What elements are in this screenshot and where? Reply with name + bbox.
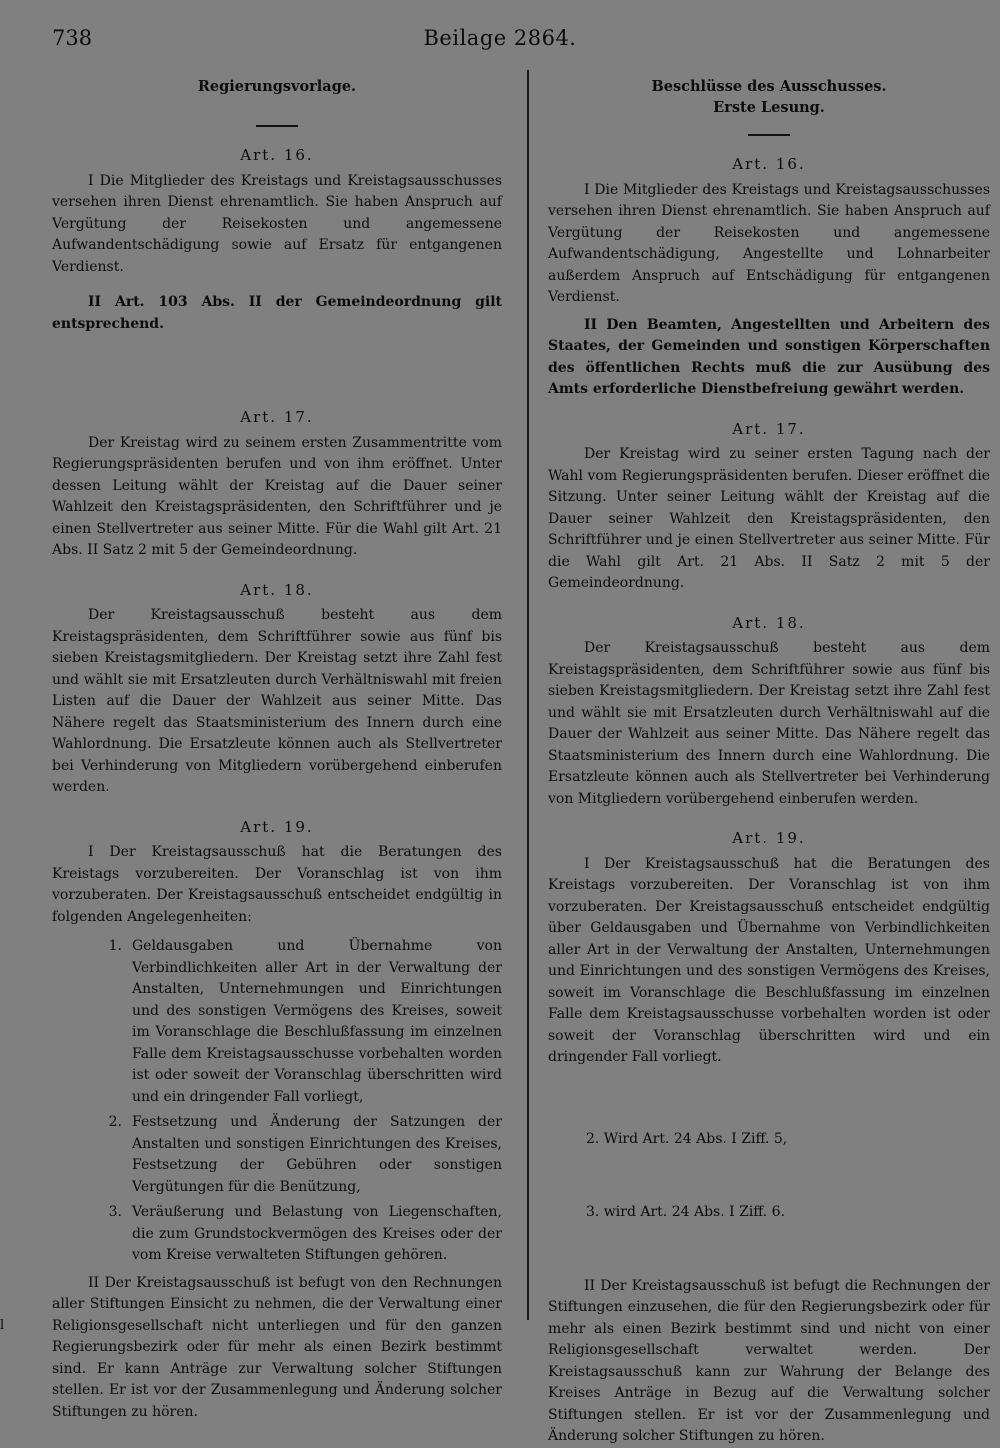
- heading-rule: [748, 134, 790, 136]
- right-column-heading: Beschlüsse des Ausschusses.: [651, 78, 887, 95]
- article-paragraph: Der Kreistagsausschuß besteht aus dem Kreistagspräsidenten, dem Schriftführer sowie aus fünf bis sieben Kreistagsmitgliedern. Der Kreistag setzt ihre Zahl fest und wählt sie mit Ersatzleuten durch Verhältniswahl mit freien Listen auf die Dauer der Wahlzeit aus seiner Mitte. Das Nähere regelt das Staatsministerium des Innern durch eine Wahlordnung. Die Ersatzleute können auch als Stellvertreter bei Verhinderung von Mitgliedern vorübergehend einberufen werden.: [52, 607, 502, 795]
- amendment-line: 3. wird Art. 24 Abs. I Ziff. 6.: [586, 1204, 786, 1220]
- article-title: Art. 19.: [240, 817, 314, 836]
- list-item: [52, 1202, 502, 1267]
- running-head: Beilage 2864.: [423, 26, 577, 50]
- article-paragraph: II Der Kreistagsausschuß ist befugt von den Rechnungen aller Stiftungen Einsicht zu nehmen, die der Verwaltung einer Religionsgesellschaft nicht unterliegen und für den ganzen Regierungsbezirk oder für mehr als einen Bezirk bestimmt sind. Er kann Anträge zur Verwaltung solcher Stiftungen stellen. Er ist vor der Zusammenlegung und Änderung solcher Stiftungen zu hören.: [52, 1274, 502, 1420]
- article-paragraph: I Der Kreistagsausschuß hat die Beratungen des Kreistags vorzubereiten. Der Voranschlag ist von ihm vorzuberaten. Der Kreistagsausschuß entscheidet endgültig in folgenden Angelegenheiten:: [52, 844, 502, 925]
- article-title: Art. 17.: [240, 408, 314, 426]
- article-title: Art. 16.: [240, 146, 314, 164]
- list-item: [52, 1112, 502, 1198]
- list-item-text: Veräußerung und Belastung von Liegenschaften, die zum Grundstockvermögen des Kreises oder der vom Kreise verwalteten Stiftungen gehören.: [132, 1204, 502, 1263]
- article-title: Art. 17.: [732, 419, 806, 438]
- article-paragraph: I Der Kreistagsausschuß hat die Beratungen des Kreistags vorzubereiten. Der Voranschlag ist von ihm vorzuberaten. Der Kreistagsausschuß entscheidet endgültig über Geldausgaben und Übernahme von Verbindlichkeiten aller Art in der Verwaltung der Anstalten, Unternehmungen und Einrichtungen und des sonstigen Vermögens des Kreises, soweit im Voranschlage die Beschlußfassung im einzelnen Falle dem Kreistagsausschusse vorbehalten worden ist oder soweit der Voranschlag überschritten wird und ein dringender Fall vorliegt.: [548, 855, 990, 1065]
- amendment-line: 2. Wird Art. 24 Abs. I Ziff. 5,: [586, 1130, 788, 1147]
- article-paragraph: II Den Beamten, Angestellten und Arbeitern des Staates, der Gemeinden und sonstigen Körperschaften des öffentlichen Rechts muß die zur Ausübung des Amts erforderliche Dienstbefreiung gewährt werden.: [548, 316, 990, 397]
- heading-rule: [256, 125, 298, 127]
- right-column: [548, 70, 990, 1448]
- article-paragraph: Der Kreistagsausschuß besteht aus dem Kreistagspräsidenten, dem Schriftführer sowie aus fünf bis sieben Kreistagsmitgliedern. Der Kreistag setzt ihre Zahl fest und wählt sie mit Ersatzleuten durch Verhältniswahl auf die Dauer der Wahlzeit aus seiner Mitte. Das Nähere regelt das Staatsministerium des Innern durch eine Wahlordnung. Die Ersatzleute können auch als Stellvertreter bei Verhinderung von Mitgliedern vorübergehend einberufen werden.: [548, 640, 990, 807]
- article-paragraph: Der Kreistag wird zu seiner ersten Tagung nach der Wahl vom Regierungspräsidenten berufen. Dieser eröffnet die Sitzung. Unter seiner Leitung wählt der Kreistag auf die Dauer seiner Wahlzeit den Kreistagspräsidenten, den Schriftführer und je einen Stellvertreter aus seiner Mitte. Für die Wahl gilt Art. 21 Abs. II Satz 2 mit 5 der Gemeindeordnung.: [548, 446, 990, 591]
- left-column: [52, 70, 502, 1423]
- list-item-text: Geldausgaben und Übernahme von Verbindlichkeiten aller Art in der Verwaltung der Anstalten, Unternehmungen und Einrichtungen und des sonstigen Vermögens des Kreises, soweit im Voranschlage die Beschlußfassung im einzelnen Falle dem Kreistagsausschusse vorbehalten worden ist oder soweit der Voranschlag überschritten wird und ein dringender Fall vorliegt,: [132, 938, 502, 1105]
- page-edge-mark: l: [0, 1318, 5, 1333]
- left-column-heading: Regierungsvorlage.: [197, 78, 357, 95]
- article-title: Art. 19.: [732, 829, 806, 847]
- list-item: [52, 936, 502, 1108]
- article-paragraph: II Art. 103 Abs. II der Gemeindeordnung gilt entsprechend.: [52, 294, 502, 332]
- list-item-number: 1.: [108, 938, 122, 954]
- article-title: Art. 18.: [240, 580, 314, 599]
- right-column-subheading: Erste Lesung.: [713, 99, 825, 116]
- article-title: Art. 16.: [732, 155, 806, 173]
- list-item-text: Festsetzung und Änderung der Satzungen der Anstalten und sonstigen Einrichtungen des Kreises, Festsetzung der Gebühren oder sonstigen Vergütungen für die Benützung,: [132, 1114, 502, 1195]
- list-item-number: 3.: [108, 1204, 122, 1220]
- article-paragraph: II Der Kreistagsausschuß ist befugt die Rechnungen der Stiftungen einzusehen, die für den Regierungsbezirk oder für mehr als einen Bezirk bestimmt sind und nicht von einer Religionsgesellschaft verwaltet werden. Der Kreistagsausschuß kann zur Wahrung der Belange des Kreises Anträge in Bezug auf die Verwaltung solcher Stiftungen stellen. Er ist vor der Zusammenlegung und Änderung solcher Stiftungen zu hören.: [548, 1277, 990, 1444]
- enumerated-list: [52, 936, 502, 1267]
- article-paragraph: Der Kreistag wird zu seinem ersten Zusammentritte vom Regierungspräsidenten berufen und von ihm eröffnet. Unter dessen Leitung wählt der Kreistag auf die Dauer seiner Wahlzeit den Kreistagspräsidenten, den Schriftführer und je einen Stellvertreter aus seiner Mitte. Für die Wahl gilt Art. 21 Abs. II Satz 2 mit 5 der Gemeindeordnung.: [52, 434, 502, 558]
- article-paragraph: I Die Mitglieder des Kreistags und Kreistagsausschusses versehen ihren Dienst ehrenamtlich. Sie haben Anspruch auf Vergütung der Reisekosten und angemessene Aufwandentschädigung, Angestellte und Lohnarbeiter außerdem Anspruch auf Entschädigung für entgangenen Verdienst.: [548, 181, 990, 305]
- article-title: Art. 18.: [732, 613, 806, 632]
- article-paragraph: I Die Mitglieder des Kreistags und Kreistagsausschusses versehen ihren Dienst ehrenamtlich. Sie haben Anspruch auf Vergütung der Reisekosten und angemessene Aufwandentschädigung sowie auf Ersatz für entgangenen Verdienst.: [52, 172, 502, 275]
- column-divider: [527, 70, 529, 1320]
- list-item-number: 2.: [108, 1114, 122, 1130]
- page-number: 738: [52, 26, 93, 50]
